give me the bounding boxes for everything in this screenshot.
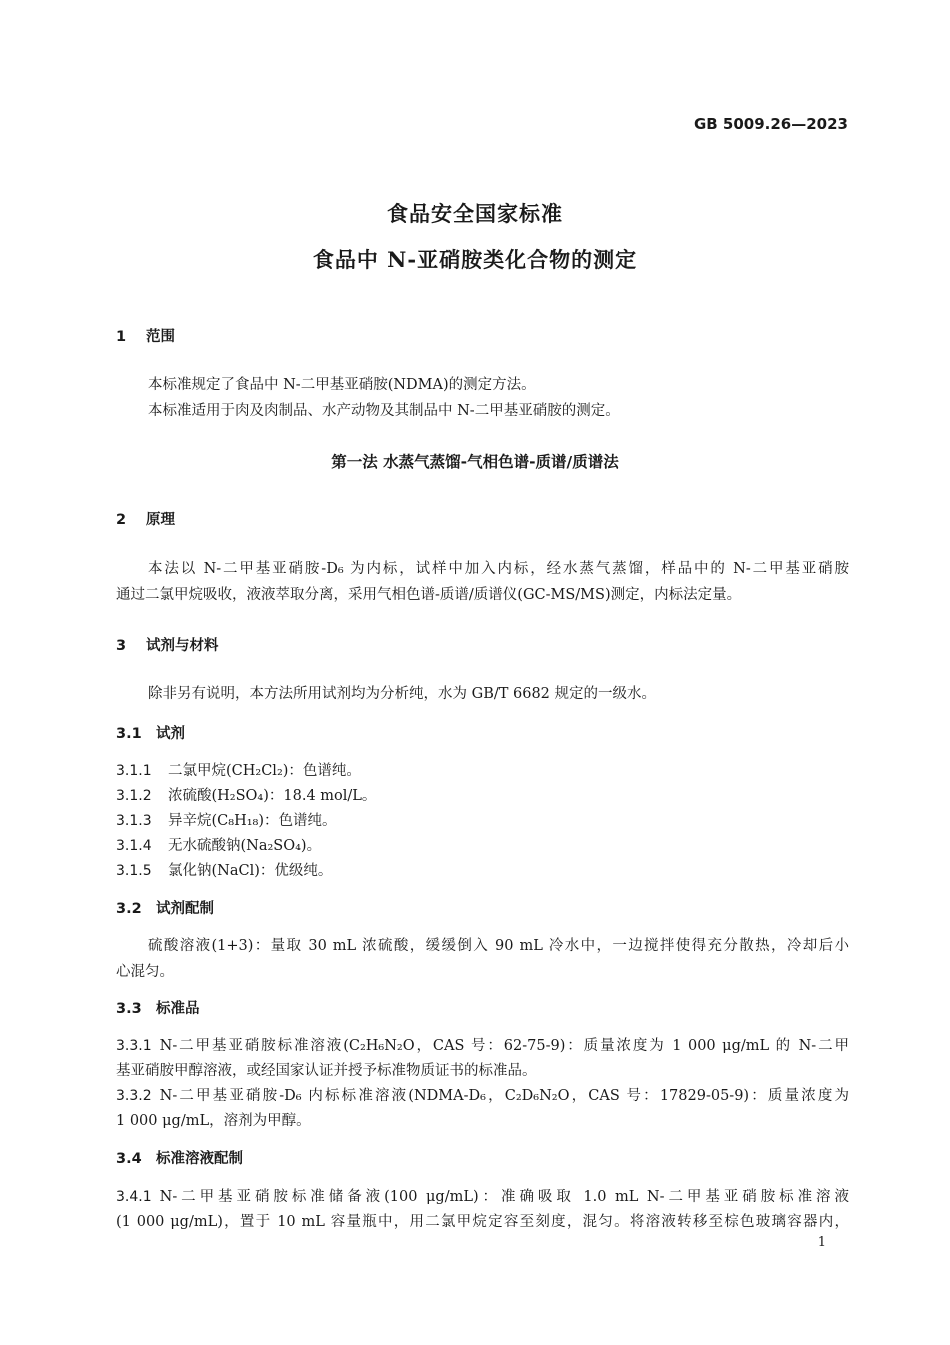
section-1-heading xyxy=(116,325,175,346)
standard-number: GB 5009.26—2023 xyxy=(693,115,848,133)
item-text: N-二甲基亚硝胺标准溶液(C₂H₆N₂O，CAS 号：62-75-9)：质量浓度为 1 000 μg/mL 的 N-二甲 xyxy=(159,1038,849,1054)
item-number: 3.1.2 xyxy=(116,788,152,804)
subsection-title: 标准溶液配制 xyxy=(156,1151,243,1167)
section-number: 1 xyxy=(116,329,127,345)
item-number: 3.1.4 xyxy=(116,838,152,854)
subsection-3-4-heading xyxy=(116,1147,243,1168)
item-number: 3.4.1 xyxy=(116,1189,152,1205)
reagent-item xyxy=(116,859,332,880)
section-title: 试剂与材料 xyxy=(146,638,219,654)
reagent-prep-line-1: 硫酸溶液(1+3)：量取 30 mL 浓硫酸，缓缓倒入 90 mL 冷水中，一边搅拌使得充分散热，冷却后小 xyxy=(148,938,849,954)
subsection-title: 试剂配制 xyxy=(156,901,214,917)
item-text: 浓硫酸(H₂SO₄)：18.4 mol/L。 xyxy=(168,788,377,804)
item-text: 异辛烷(C₈H₁₈)：色谱纯。 xyxy=(168,813,337,829)
standard-item-1-line-1 xyxy=(116,1034,849,1055)
standard-item-2-line-2: 1 000 μg/mL，溶剂为甲醇。 xyxy=(116,1113,311,1129)
section-2-heading xyxy=(116,508,175,529)
item-text: 氯化钠(NaCl)：优级纯。 xyxy=(168,863,333,879)
subsection-3-1-heading xyxy=(116,722,185,743)
solution-item-1-line-2: (1 000 μg/mL)，置于 10 mL 容量瓶中，用二氯甲烷定容至刻度，混匀。将溶液转移至棕色玻璃容器内， xyxy=(116,1214,849,1230)
reagents-intro: 除非另有说明，本方法所用试剂均为分析纯，水为 GB/T 6682 规定的一级水。 xyxy=(148,686,657,702)
reagent-prep-line-2: 心混匀。 xyxy=(116,964,174,980)
item-text: N-二甲基亚硝胺-D₆ 内标标准溶液(NDMA-D₆，C₂D₆N₂O，CAS 号：17829-05-9)：质量浓度为 xyxy=(159,1088,849,1104)
reagent-item xyxy=(116,759,361,780)
section-number: 3 xyxy=(116,638,127,654)
reagent-item xyxy=(116,834,321,855)
document-title: 食品安全国家标准 xyxy=(387,201,563,226)
section-title: 范围 xyxy=(146,329,175,345)
item-number: 3.3.2 xyxy=(116,1088,152,1104)
item-number: 3.1.1 xyxy=(116,763,152,779)
principle-line-1: 本法以 N-二甲基亚硝胺-D₆ 为内标，试样中加入内标，经水蒸气蒸馏，样品中的 N-二甲基亚硝胺 xyxy=(148,561,849,577)
item-text: 无水硫酸钠(Na₂SO₄)。 xyxy=(168,838,322,854)
subsection-title: 试剂 xyxy=(156,726,185,742)
subsection-number: 3.2 xyxy=(116,901,142,917)
item-number: 3.1.3 xyxy=(116,813,152,829)
reagent-item xyxy=(116,809,337,830)
standard-item-1-line-2: 基亚硝胺甲醇溶液，或经国家认证并授予标准物质证书的标准品。 xyxy=(116,1063,537,1079)
document-subtitle: 食品中 N-亚硝胺类化合物的测定 xyxy=(312,247,638,272)
subsection-number: 3.1 xyxy=(116,726,142,742)
section-number: 2 xyxy=(116,512,127,528)
page-number: 1 xyxy=(817,1235,826,1250)
scope-paragraph-2: 本标准适用于肉及肉制品、水产动物及其制品中 N-二甲基亚硝胺的测定。 xyxy=(148,403,620,419)
item-text: N-二甲基亚硝胺标准储备液(100 μg/mL)：准确吸取 1.0 mL N-二甲基亚硝胺标准溶液 xyxy=(159,1189,849,1205)
subsection-number: 3.3 xyxy=(116,1001,142,1017)
standard-item-2-line-1 xyxy=(116,1084,849,1105)
section-title: 原理 xyxy=(146,512,175,528)
subsection-3-2-heading xyxy=(116,897,214,918)
item-text: 二氯甲烷(CH₂Cl₂)：色谱纯。 xyxy=(168,763,361,779)
solution-item-1-line-1 xyxy=(116,1185,849,1206)
subsection-title: 标准品 xyxy=(156,1001,200,1017)
item-number: 3.1.5 xyxy=(116,863,152,879)
subsection-3-3-heading xyxy=(116,997,200,1018)
item-number: 3.3.1 xyxy=(116,1038,152,1054)
method-heading: 第一法 水蒸气蒸馏-气相色谱-质谱/质谱法 xyxy=(331,453,619,471)
subsection-number: 3.4 xyxy=(116,1151,142,1167)
principle-line-2: 通过二氯甲烷吸收，液液萃取分离，采用气相色谱-质谱/质谱仪(GC-MS/MS)测定，内标法定量。 xyxy=(116,587,742,603)
scope-paragraph-1: 本标准规定了食品中 N-二甲基亚硝胺(NDMA)的测定方法。 xyxy=(148,377,536,393)
reagent-item xyxy=(116,784,376,805)
section-3-heading xyxy=(116,634,219,655)
